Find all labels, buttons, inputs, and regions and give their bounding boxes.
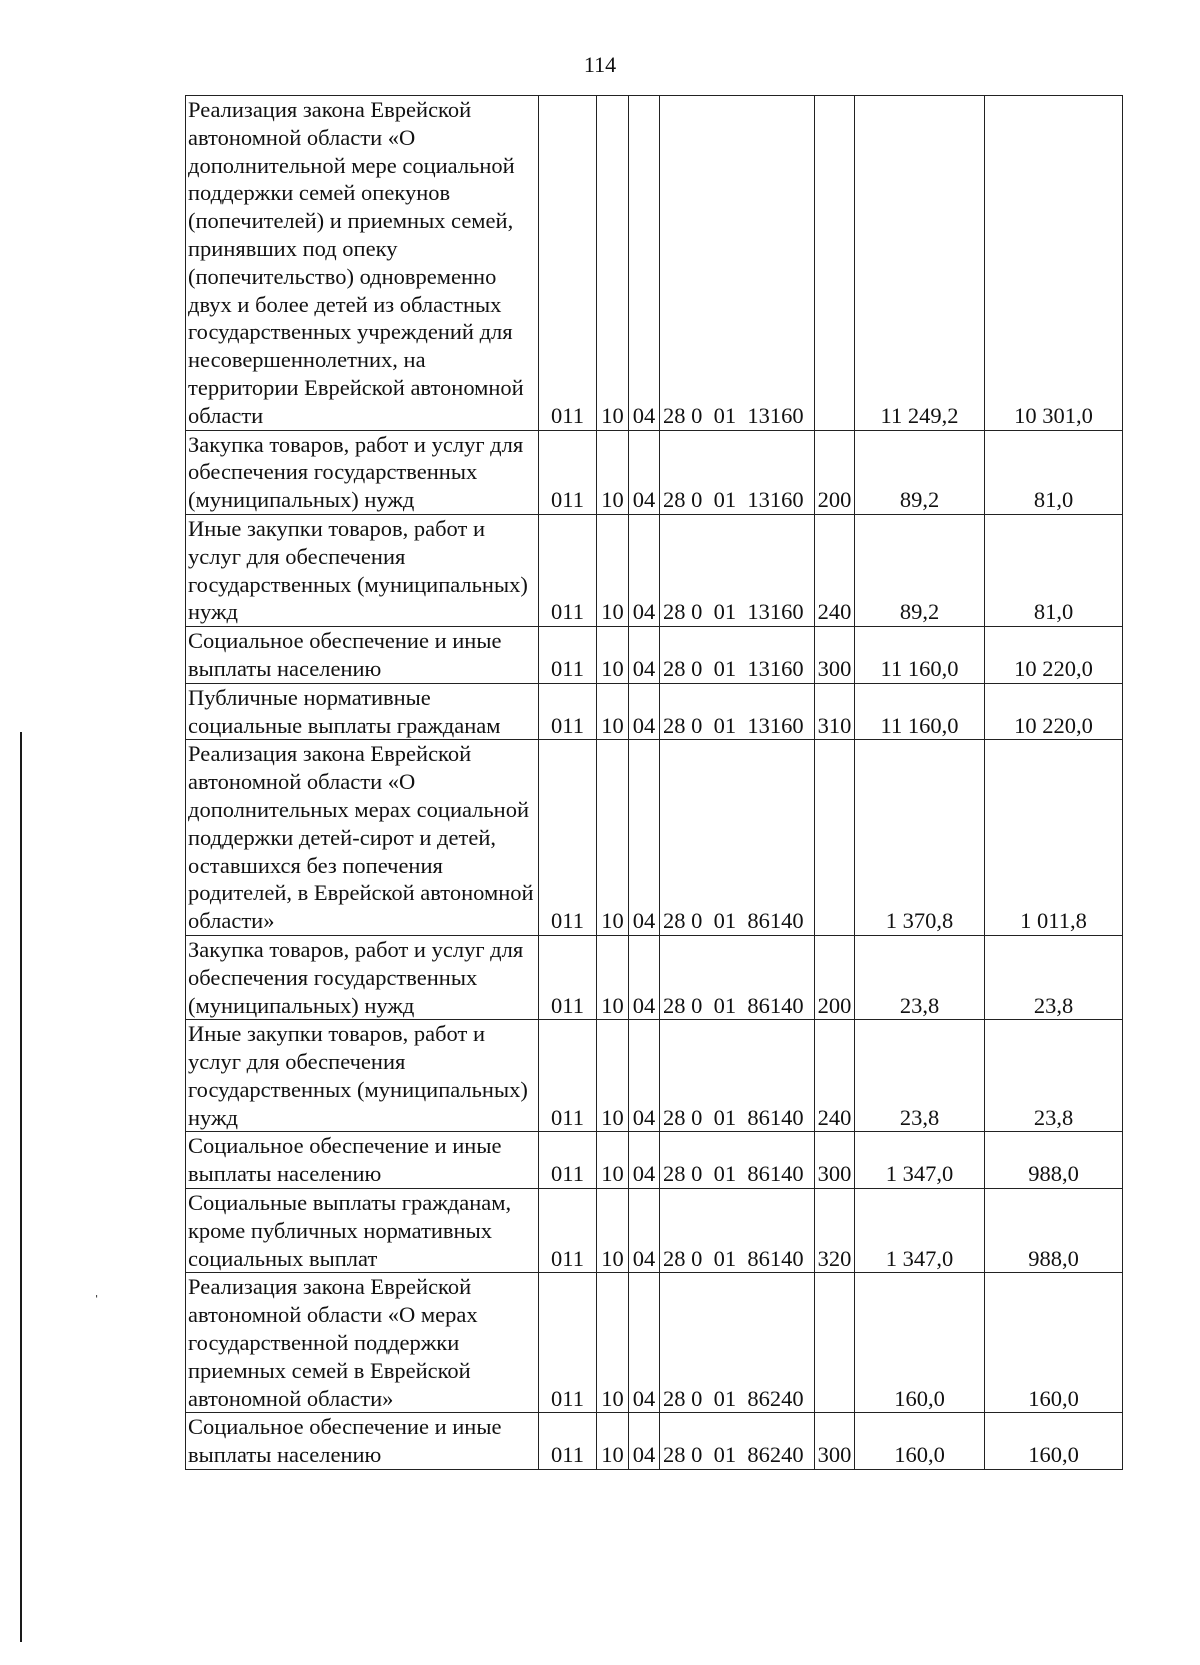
ministry-code: 011	[539, 1189, 597, 1273]
table-row	[186, 935, 1123, 1019]
section-code: 10	[597, 1413, 629, 1470]
scan-margin-line	[20, 732, 22, 1642]
expense-type-code: 320	[815, 1189, 855, 1273]
ministry-code: 011	[539, 514, 597, 626]
amount-year-2: 10 301,0	[985, 96, 1123, 431]
expense-type-code: 200	[815, 935, 855, 1019]
amount-year-1: 89,2	[855, 430, 985, 514]
amount-year-2: 23,8	[985, 1020, 1123, 1132]
row-name: Реализация закона Еврейской автономной области «О мерах государственной поддержки приемных семей в Еврейской автономной области»	[186, 1273, 539, 1413]
amount-year-2: 23,8	[985, 935, 1123, 1019]
row-name: Социальное обеспечение и иные выплаты населению	[186, 627, 539, 684]
ministry-code: 011	[539, 627, 597, 684]
expense-type-code: 300	[815, 1413, 855, 1470]
amount-year-2: 81,0	[985, 514, 1123, 626]
expense-type-code: 300	[815, 627, 855, 684]
row-name: Реализация закона Еврейской автономной области «О дополнительной мере социальной поддержки семей опекунов (попечителей) и приемных семей, принявших под опеку (попечительство) одновременно двух и более детей из областных государственных учреждений для несовершеннолетних, на территории Еврейской автономной области	[186, 96, 539, 431]
subsection-code: 04	[629, 1273, 660, 1413]
amount-year-2: 988,0	[985, 1132, 1123, 1189]
target-article-code: 28 0 01 13160	[660, 514, 815, 626]
amount-year-2: 160,0	[985, 1413, 1123, 1470]
table-row	[186, 683, 1123, 740]
amount-year-2: 988,0	[985, 1189, 1123, 1273]
amount-year-2: 10 220,0	[985, 683, 1123, 740]
subsection-code: 04	[629, 740, 660, 936]
target-article-code: 28 0 01 13160	[660, 627, 815, 684]
table-body	[186, 96, 1123, 1470]
table-row	[186, 1273, 1123, 1413]
row-name: Реализация закона Еврейской автономной области «О дополнительных мерах социальной поддержки детей-сирот и детей, оставшихся без попечения родителей, в Еврейской автономной области»	[186, 740, 539, 936]
amount-year-2: 1 011,8	[985, 740, 1123, 936]
row-name: Иные закупки товаров, работ и услуг для обеспечения государственных (муниципальных) нужд	[186, 514, 539, 626]
subsection-code: 04	[629, 1413, 660, 1470]
section-code: 10	[597, 935, 629, 1019]
target-article-code: 28 0 01 86140	[660, 1020, 815, 1132]
amount-year-1: 1 347,0	[855, 1132, 985, 1189]
ministry-code: 011	[539, 96, 597, 431]
ministry-code: 011	[539, 1132, 597, 1189]
section-code: 10	[597, 683, 629, 740]
table-row	[186, 514, 1123, 626]
ministry-code: 011	[539, 1413, 597, 1470]
row-name: Иные закупки товаров, работ и услуг для обеспечения государственных (муниципальных) нужд	[186, 1020, 539, 1132]
ministry-code: 011	[539, 1273, 597, 1413]
section-code: 10	[597, 96, 629, 431]
target-article-code: 28 0 01 86140	[660, 935, 815, 1019]
row-name: Публичные нормативные социальные выплаты гражданам	[186, 683, 539, 740]
amount-year-1: 160,0	[855, 1413, 985, 1470]
ministry-code: 011	[539, 430, 597, 514]
amount-year-1: 23,8	[855, 1020, 985, 1132]
section-code: 10	[597, 627, 629, 684]
target-article-code: 28 0 01 86240	[660, 1413, 815, 1470]
ministry-code: 011	[539, 740, 597, 936]
expense-type-code	[815, 740, 855, 936]
subsection-code: 04	[629, 514, 660, 626]
page-number: 114	[583, 52, 617, 77]
subsection-code: 04	[629, 96, 660, 431]
subsection-code: 04	[629, 1020, 660, 1132]
section-code: 10	[597, 1132, 629, 1189]
subsection-code: 04	[629, 1189, 660, 1273]
table-row	[186, 1020, 1123, 1132]
row-name: Закупка товаров, работ и услуг для обеспечения государственных (муниципальных) нужд	[186, 430, 539, 514]
target-article-code: 28 0 01 86140	[660, 1132, 815, 1189]
table-row	[186, 1189, 1123, 1273]
amount-year-1: 89,2	[855, 514, 985, 626]
section-code: 10	[597, 514, 629, 626]
table-row	[186, 96, 1123, 431]
table-row	[186, 740, 1123, 936]
row-name: Социальное обеспечение и иные выплаты населению	[186, 1413, 539, 1470]
target-article-code: 28 0 01 13160	[660, 430, 815, 514]
target-article-code: 28 0 01 13160	[660, 683, 815, 740]
scan-artifact-mark: ˌ	[94, 1281, 100, 1298]
section-code: 10	[597, 740, 629, 936]
amount-year-1: 1 347,0	[855, 1189, 985, 1273]
section-code: 10	[597, 430, 629, 514]
expense-type-code	[815, 96, 855, 431]
expense-type-code: 240	[815, 1020, 855, 1132]
subsection-code: 04	[629, 683, 660, 740]
row-name: Закупка товаров, работ и услуг для обеспечения государственных (муниципальных) нужд	[186, 935, 539, 1019]
ministry-code: 011	[539, 683, 597, 740]
subsection-code: 04	[629, 627, 660, 684]
section-code: 10	[597, 1273, 629, 1413]
amount-year-1: 11 249,2	[855, 96, 985, 431]
target-article-code: 28 0 01 13160	[660, 96, 815, 431]
subsection-code: 04	[629, 430, 660, 514]
table-row	[186, 430, 1123, 514]
budget-table	[185, 95, 1123, 1470]
amount-year-1: 11 160,0	[855, 627, 985, 684]
target-article-code: 28 0 01 86140	[660, 1189, 815, 1273]
section-code: 10	[597, 1189, 629, 1273]
expense-type-code	[815, 1273, 855, 1413]
subsection-code: 04	[629, 1132, 660, 1189]
amount-year-1: 23,8	[855, 935, 985, 1019]
row-name: Социальное обеспечение и иные выплаты населению	[186, 1132, 539, 1189]
row-name: Социальные выплаты гражданам, кроме публичных нормативных социальных выплат	[186, 1189, 539, 1273]
expense-type-code: 200	[815, 430, 855, 514]
ministry-code: 011	[539, 1020, 597, 1132]
table-row	[186, 1413, 1123, 1470]
subsection-code: 04	[629, 935, 660, 1019]
target-article-code: 28 0 01 86140	[660, 740, 815, 936]
ministry-code: 011	[539, 935, 597, 1019]
amount-year-1: 1 370,8	[855, 740, 985, 936]
expense-type-code: 310	[815, 683, 855, 740]
table-row	[186, 1132, 1123, 1189]
amount-year-2: 160,0	[985, 1273, 1123, 1413]
amount-year-1: 11 160,0	[855, 683, 985, 740]
target-article-code: 28 0 01 86240	[660, 1273, 815, 1413]
amount-year-2: 10 220,0	[985, 627, 1123, 684]
expense-type-code: 300	[815, 1132, 855, 1189]
section-code: 10	[597, 1020, 629, 1132]
expense-type-code: 240	[815, 514, 855, 626]
amount-year-2: 81,0	[985, 430, 1123, 514]
amount-year-1: 160,0	[855, 1273, 985, 1413]
table-row	[186, 627, 1123, 684]
